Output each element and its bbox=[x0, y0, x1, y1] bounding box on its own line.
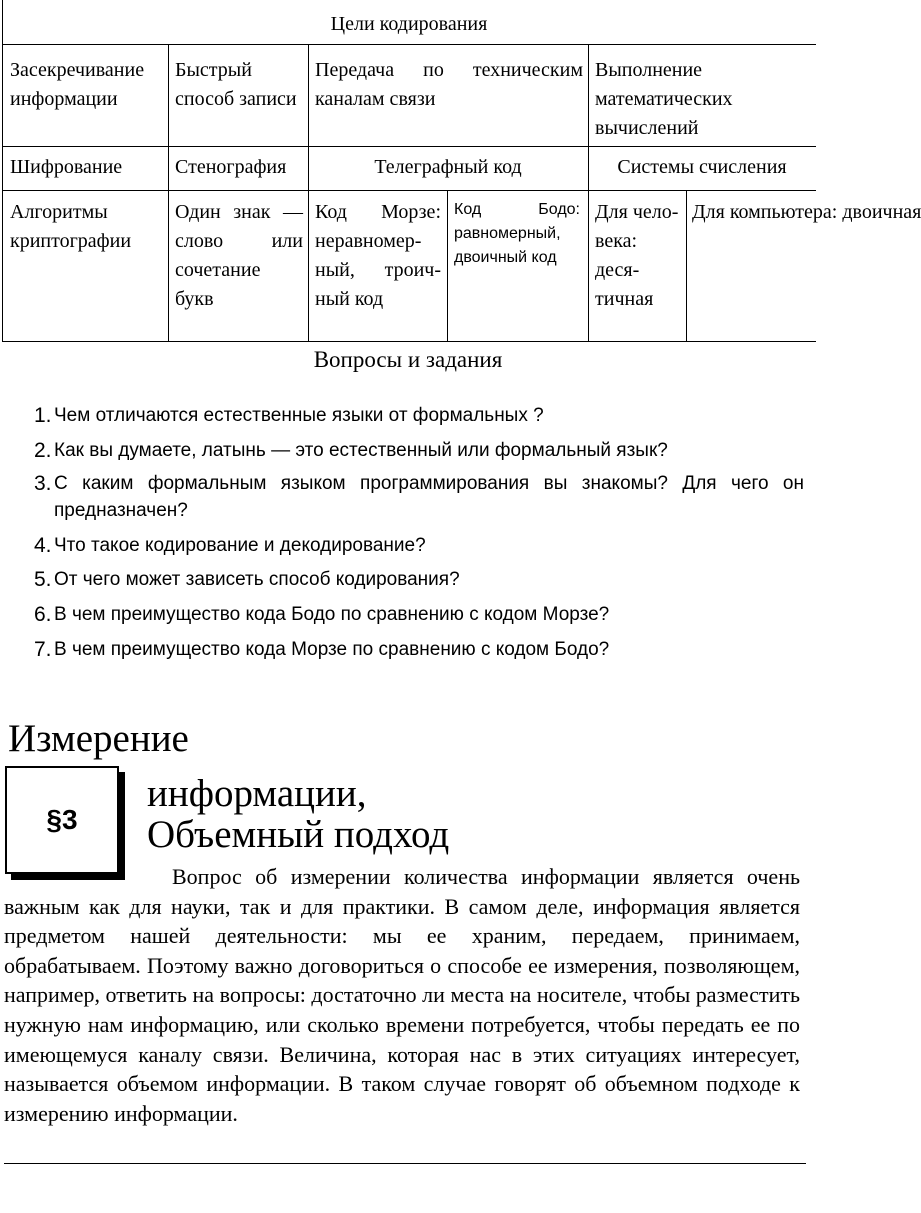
section-title-line1: Измерение bbox=[8, 717, 189, 760]
question-number: 7. bbox=[34, 638, 52, 661]
detail-crypto-algorithms: Алгоритмы криптографии bbox=[10, 201, 132, 252]
question-item bbox=[34, 470, 804, 524]
section-paragraph: Вопрос об измерении количества информации является очень важным как для науки, так и для практики. В самом деле, информация является предметом нашей деятельности: мы ее храним, передаем, принимаем, обрабатываем. Поэтому важно договориться о способе ее измерения, позволяющем, например, ответить на вопросы: достаточно ли места на носителе, чтобы разместить нужную нам информацию, или сколько времени потребуется, чтобы передать ее по имеющемуся каналу связи. Величина, которая нас в этих ситуациях интересует, называется объемом информации. В таком случае говорят об объемном подходе к измерению информации. bbox=[4, 864, 800, 1126]
question-number: 3. bbox=[34, 472, 52, 495]
question-number: 1. bbox=[34, 404, 52, 427]
footer-rule bbox=[4, 1163, 806, 1164]
purpose-fast-writing: Быстрый способ записи bbox=[175, 59, 297, 110]
method-stenography: Стенография bbox=[175, 156, 287, 178]
question-text: Чем отличаются естественные языки от формальных ? bbox=[54, 405, 544, 426]
question-item bbox=[34, 532, 804, 559]
detail-human-decimal: Для чело-века: деся-тичная bbox=[595, 201, 679, 310]
table-header: Цели кодирования bbox=[330, 13, 488, 35]
method-encryption: Шифрование bbox=[10, 156, 123, 178]
question-number: 4. bbox=[34, 534, 52, 557]
purpose-secrecy: Засекречивание информации bbox=[10, 59, 145, 110]
method-number-systems: Системы счисления bbox=[617, 156, 787, 178]
coding-purposes-table bbox=[0, 0, 921, 342]
purpose-transmission: Передача по техническим каналам связи bbox=[315, 59, 583, 110]
question-text: Что такое кодирование и декодирование? bbox=[54, 535, 426, 556]
section-title-line2: информации, bbox=[147, 772, 367, 815]
purpose-math: Выполнение математических вычислений bbox=[595, 59, 733, 139]
question-text: Как вы думаете, латынь — это естественный или формальный язык? bbox=[54, 440, 668, 461]
detail-stenography: Один знак — слово или сочетание букв bbox=[175, 201, 303, 310]
question-number: 6. bbox=[34, 603, 52, 626]
questions-title: Вопросы и задания bbox=[313, 347, 503, 372]
question-item bbox=[34, 566, 804, 593]
section-number-badge: §3 bbox=[46, 804, 78, 835]
question-text: От чего может зависеть способ кодирования? bbox=[54, 569, 460, 590]
question-number: 5. bbox=[34, 568, 52, 591]
question-item bbox=[34, 437, 804, 464]
detail-morse-code: Код Морзе: неравномер-ный, троич-ный код bbox=[315, 201, 441, 310]
question-item bbox=[34, 601, 804, 628]
question-text: В чем преимущество кода Морзе по сравнению с кодом Бодо? bbox=[54, 639, 610, 660]
detail-baudot-code: Код Бодо: равномерный, двоичный код bbox=[454, 201, 580, 266]
method-telegraph: Телеграфный код bbox=[374, 156, 522, 178]
section-title-line3: Объемный подход bbox=[147, 813, 450, 856]
question-item bbox=[34, 636, 804, 663]
question-text: В чем преимущество кода Бодо по сравнению с кодом Морзе? bbox=[54, 604, 610, 625]
question-item bbox=[34, 402, 804, 429]
detail-computer-binary: Для компьютера: двоичная bbox=[692, 201, 921, 223]
question-number: 2. bbox=[34, 439, 52, 462]
question-text: С каким формальным языком программирования вы знакомы? Для чего он предназначен? bbox=[54, 473, 804, 521]
